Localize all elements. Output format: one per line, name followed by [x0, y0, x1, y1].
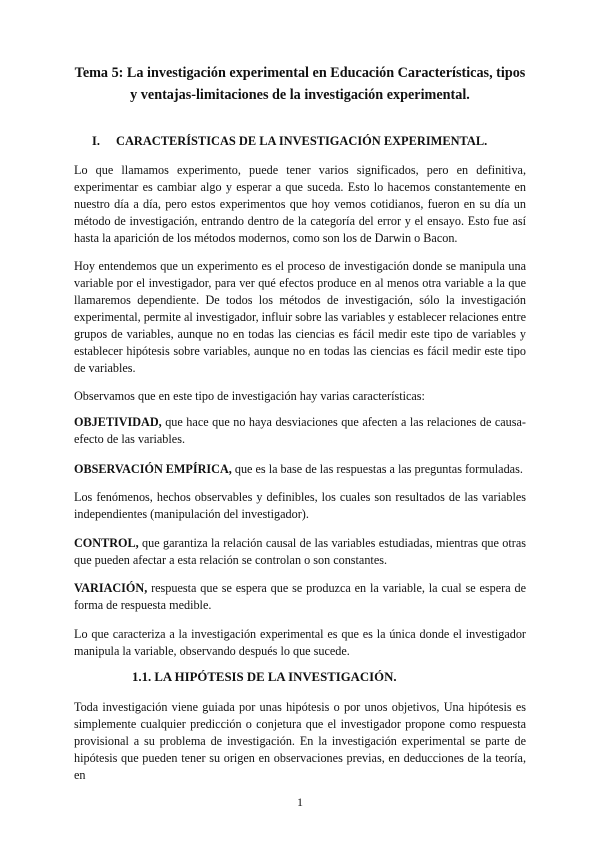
term-objetividad: OBJETIVIDAD, [74, 415, 162, 429]
paragraph-variacion [74, 580, 526, 614]
paragraph-control [74, 535, 526, 569]
text-variacion: respuesta que se espera que se produzca en la variable, la cual se espera de forma de respuesta medible. [74, 581, 526, 612]
section-number: I. [92, 134, 100, 148]
text-observacion: que es la base de las respuestas a las preguntas formuladas. [231, 462, 523, 476]
paragraph-caracteristicas-intro: Observamos que en este tipo de investigación hay varias características: [74, 389, 425, 403]
term-control: CONTROL, [74, 536, 139, 550]
paragraph-definicion: Hoy entendemos que un experimento es el proceso de investigación donde se manipula una variable por el investigador, para ver qué efectos produce en al menos otra variable a la que llamaremos dependiente. De todos los métodos de investigación, sólo la investigación experimental, permite al investigador, influir sobre las variables y establecer relaciones entre grupos de variables, aunque no en todas las ciencias es fácil medir este tipo de variables y establecer hipótesis sobre variables, aunque no en todas las ciencias es fácil medir este tipo de variables. [74, 259, 526, 375]
paragraph-fenomenos: Los fenómenos, hechos observables y definibles, los cuales son resultados de las variables independientes (manipulación del investigador). [74, 490, 526, 521]
title-line-2: y ventajas-limitaciones de la investigación experimental. [130, 87, 470, 103]
term-variacion: VARIACIÓN, [74, 581, 148, 595]
document-title [60, 62, 540, 106]
page-number: 1 [297, 795, 303, 809]
paragraph-observacion [74, 461, 526, 478]
paragraph-experimento: Lo que llamamos experimento, puede tener varios significados, pero en definitiva, experimentar es cambiar algo y esperar a que suceda. Esto lo hacemos constantemente en nuestro día a día, pero estos experimentos que hoy vemos cotidianos, fueron en su día un método de investigación, entrando dentro de la categoría del error y el ensayo. Esto fue así hasta la aparición de los métodos modernos, como son los de Darwin o Bacon. [74, 163, 526, 245]
paragraph-objetividad [74, 414, 526, 448]
paragraph-caracteriza: Lo que caracteriza a la investigación experimental es que es la única donde el investigador manipula la variable, observando después lo que sucede. [74, 627, 526, 658]
text-control: que garantiza la relación causal de las variables estudiadas, mientras que otras que pueden afectar a esta relación se controlan o son constantes. [74, 536, 526, 567]
text-objetividad: que hace que no haya desviaciones que afecten a las relaciones de causa-efecto de las variables. [74, 415, 526, 446]
term-observacion: OBSERVACIÓN EMPÍRICA, [74, 462, 232, 476]
section-heading-text: CARACTERÍSTICAS DE LA INVESTIGACIÓN EXPERIMENTAL. [116, 134, 488, 148]
subsection-heading-1-1: 1.1. LA HIPÓTESIS DE LA INVESTIGACIÓN. [132, 670, 397, 684]
section-heading-1 [92, 134, 487, 149]
paragraph-hipotesis: Toda investigación viene guiada por unas hipótesis o por unos objetivos, Una hipótesis es simplemente cualquier predicción o conjetura que el investigador propone como respuesta provisional a su problema de investigación. En la investigación experimental se parte de hipótesis que pueden tener su origen en observaciones previas, en deducciones de la teoría, en [74, 700, 526, 782]
title-line-1: Tema 5: La investigación experimental en Educación Características, tipos [74, 65, 526, 81]
